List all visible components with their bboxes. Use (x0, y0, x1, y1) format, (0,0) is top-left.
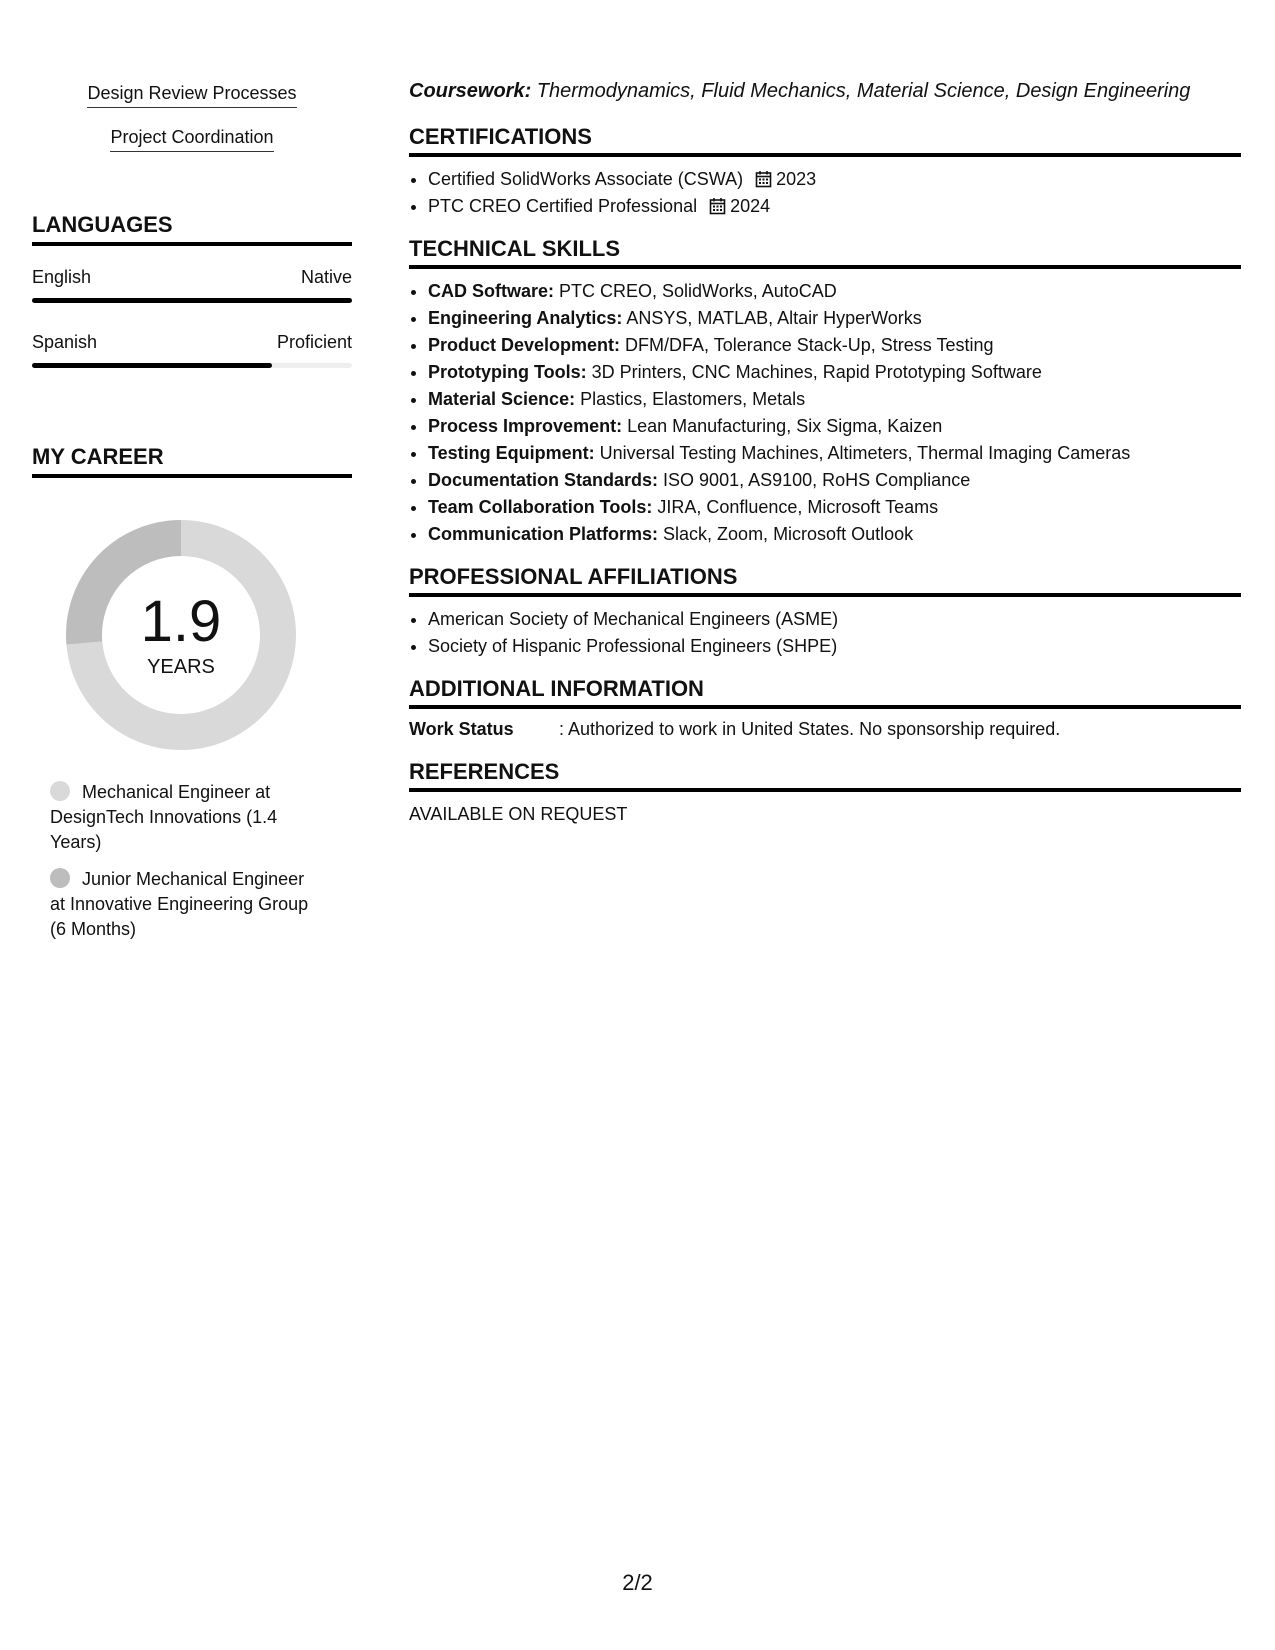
references-section (409, 759, 1241, 826)
language-name: Spanish (32, 332, 98, 352)
calendar-icon (755, 170, 772, 188)
language-proficiency-bar (32, 298, 352, 303)
skill-label: Product Development: (428, 335, 621, 355)
affiliations-list (409, 606, 1241, 660)
career-total-years: 1.9 (140, 589, 222, 654)
technical-skills-list (409, 278, 1241, 548)
skill-value: ANSYS, MATLAB, Altair HyperWorks (622, 308, 922, 328)
skill-label: Prototyping Tools: (428, 362, 587, 382)
certification-item (428, 166, 1241, 193)
skill-item (428, 494, 1241, 521)
skill-label: Communication Platforms: (428, 524, 659, 544)
career-donut-chart (66, 520, 296, 750)
language-item (32, 331, 352, 368)
calendar-icon (709, 197, 726, 215)
coursework-text: Thermodynamics, Fluid Mechanics, Material Science, Design Engineering (531, 80, 1191, 102)
references-title: REFERENCES (409, 759, 1241, 792)
skill-value: 3D Printers, CNC Machines, Rapid Prototyping Software (586, 362, 1042, 382)
language-level: Native (300, 267, 352, 287)
work-status-value: : Authorized to work in United States. No sponsorship required. (559, 719, 1061, 739)
skill-item (428, 521, 1241, 548)
additional-info-title: ADDITIONAL INFORMATION (409, 676, 1241, 709)
technical-skills-title: TECHNICAL SKILLS (409, 236, 1241, 269)
career-job-label: Junior Mechanical Engineer at Innovative Engineering Group (6 Months) (50, 869, 309, 939)
skill-item (428, 440, 1241, 467)
certification-year: 2023 (776, 169, 817, 189)
coursework (409, 78, 1241, 104)
skill-tag: Design Review Processes (87, 82, 296, 108)
skill-item (428, 467, 1241, 494)
coursework-label: Coursework: (409, 80, 532, 102)
skill-label: CAD Software: (428, 281, 555, 301)
skill-value: Plastics, Elastomers, Metals (575, 389, 806, 409)
career-total-unit: YEARS (147, 656, 215, 678)
legend-dot (50, 781, 70, 801)
career-title: MY CAREER (32, 444, 352, 478)
language-proficiency-bar (32, 363, 352, 368)
affiliations-title: PROFESSIONAL AFFILIATIONS (409, 564, 1241, 597)
certification-name: PTC CREO Certified Professional (428, 196, 698, 216)
career-legend-item (50, 867, 320, 942)
skill-label: Testing Equipment: (428, 443, 595, 463)
skill-tag: Project Coordination (110, 126, 273, 152)
left-column (32, 82, 352, 954)
career-legend-item (50, 780, 320, 855)
work-status-label: Work Status (409, 719, 514, 739)
language-item (32, 266, 352, 303)
skill-item (428, 332, 1241, 359)
career-legend (50, 780, 320, 942)
skill-item (428, 386, 1241, 413)
skill-value: JIRA, Confluence, Microsoft Teams (652, 497, 939, 517)
skill-label: Material Science: (428, 389, 576, 409)
right-column (409, 78, 1241, 826)
skill-value: DFM/DFA, Tolerance Stack-Up, Stress Testing (620, 335, 994, 355)
skill-item (428, 305, 1241, 332)
skill-value: Universal Testing Machines, Altimeters, Thermal Imaging Cameras (594, 443, 1131, 463)
skill-value: Lean Manufacturing, Six Sigma, Kaizen (622, 416, 943, 436)
additional-info-section (409, 676, 1241, 741)
skill-value: PTC CREO, SolidWorks, AutoCAD (554, 281, 837, 301)
skill-label: Engineering Analytics: (428, 308, 623, 328)
language-proficiency-fill (32, 363, 272, 368)
skill-item (428, 413, 1241, 440)
affiliation-item: • American Society of Mechanical Engineers (ASME) (428, 606, 1241, 633)
references-text: AVAILABLE ON REQUEST (409, 804, 628, 824)
language-name: English (32, 267, 92, 287)
affiliation-item: • Society of Hispanic Professional Engineers (SHPE) (428, 633, 1241, 660)
skill-item (428, 359, 1241, 386)
language-proficiency-fill (32, 298, 352, 303)
certifications-title: CERTIFICATIONS (409, 124, 1241, 157)
career-section (32, 444, 352, 942)
skill-value: Slack, Zoom, Microsoft Outlook (658, 524, 914, 544)
certifications-list (409, 166, 1241, 220)
technical-skills-section (409, 236, 1241, 548)
certifications-section (409, 124, 1241, 220)
affiliations-section (409, 564, 1241, 660)
languages-section (32, 212, 352, 368)
work-status-row (409, 717, 1241, 741)
skill-item (428, 278, 1241, 305)
legend-dot (50, 868, 70, 888)
skill-value: ISO 9001, AS9100, RoHS Compliance (658, 470, 971, 490)
languages-title: LANGUAGES (32, 212, 352, 246)
certification-year: 2024 (730, 196, 771, 216)
skill-label: Team Collaboration Tools: (428, 497, 653, 517)
skill-label: Process Improvement: (428, 416, 623, 436)
certification-name: Certified SolidWorks Associate (CSWA) (428, 169, 744, 189)
skill-label: Documentation Standards: (428, 470, 659, 490)
certification-item (428, 193, 1241, 220)
career-job-label: Mechanical Engineer at DesignTech Innovations (1.4 Years) (50, 782, 278, 852)
skill-tags (32, 82, 352, 170)
language-level: Proficient (276, 332, 352, 352)
page-number: 2/2 (622, 1570, 653, 1595)
